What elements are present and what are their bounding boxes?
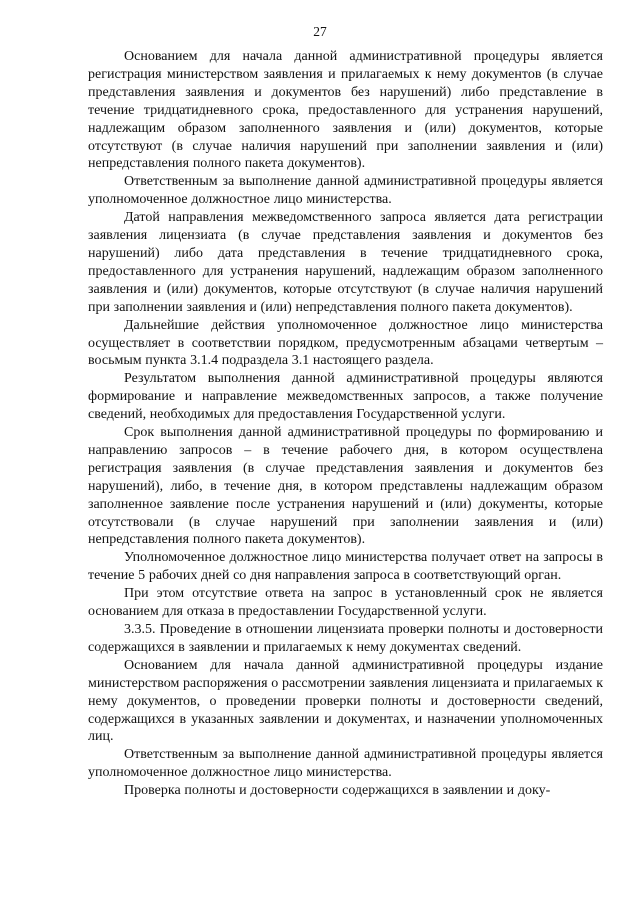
paragraph: Результатом выполнения данной административной процедуры являются формирование и направление межведомственных запросов, а также получение сведений, необходимых для предоставления Государственной услуги. [88, 371, 603, 423]
paragraph: Датой направления межведомственного запроса является дата регистрации заявления лицензиата (в случае представления заявления и документов без нарушений) либо дата представления в течение тридцатидневного срока, предоставленного для устранения нарушений, надлежащим образом заполненного заявления и (или) документов, которые отсутствуют (в случае наличия нарушений при заполнении заявления и (или) непредставления полного пакета документов). [88, 210, 603, 315]
paragraph: Основанием для начала данной административной процедуры является регистрация министерством заявления и прилагаемых к нему документов (в случае представления заявления и документов без нарушений) либо представление в течение тридцатидневного срока, предоставленного для устранения нарушений, надлежащим образом заполненного заявления и (или) документов, которые отсутствуют (в случае наличия нарушений при заполнении заявления и (или) непредставления полного пакета документов). [88, 49, 603, 172]
section-heading-paragraph: 3.3.5. Проведение в отношении лицензиата проверки полноты и достоверности содержащихся в заявлении и прилагаемых к нему документах сведений. [88, 622, 603, 655]
paragraph: Ответственным за выполнение данной административной процедуры является уполномоченное должностное лицо министерства. [88, 174, 603, 208]
paragraph: Срок выполнения данной административной процедуры по формированию и направлению запросов – в течение рабочего дня, в котором осуществлена регистрация заявления (в случае представления заявления и документов без нарушений), либо, в течение дня, в котором представлены надлежащим образом заполненное заявление после устранения нарушений и (или) документы, которые отсутствовали (в случае нарушений при заполнении заявления и (или) непредставления полного пакета документов). [88, 425, 603, 548]
paragraph: При этом отсутствие ответа на запрос в установленный срок не является основанием для отказа в предоставлении Государственной услуги. [88, 586, 603, 620]
document-body [88, 48, 603, 800]
paragraph: Уполномоченное должностное лицо министерства получает ответ на запросы в течение 5 рабочих дней со дня направления запроса в соответствующий орган. [88, 550, 603, 584]
paragraph: Дальнейшие действия уполномоченное должностное лицо министерства осуществляет в соответствии порядком, предусмотренным абзацами четвертым – восьмым пункта 3.1.4 подраздела 3.1 настоящего раздела. [88, 317, 603, 369]
paragraph-continued: Проверка полноты и достоверности содержащихся в заявлении и доку- [124, 783, 551, 799]
paragraph: Ответственным за выполнение данной административной процедуры является уполномоченное должностное лицо министерства. [88, 747, 603, 781]
page-number: 27 [313, 24, 327, 39]
paragraph: Основанием для начала данной административной процедуры издание министерством распоряжения о рассмотрении заявления лицензиата и прилагаемых к нему документов, о проведении проверки полноты и достоверности сведений, содержащихся в указанных заявлении и документах, и назначении уполномоченных лиц. [88, 657, 603, 745]
